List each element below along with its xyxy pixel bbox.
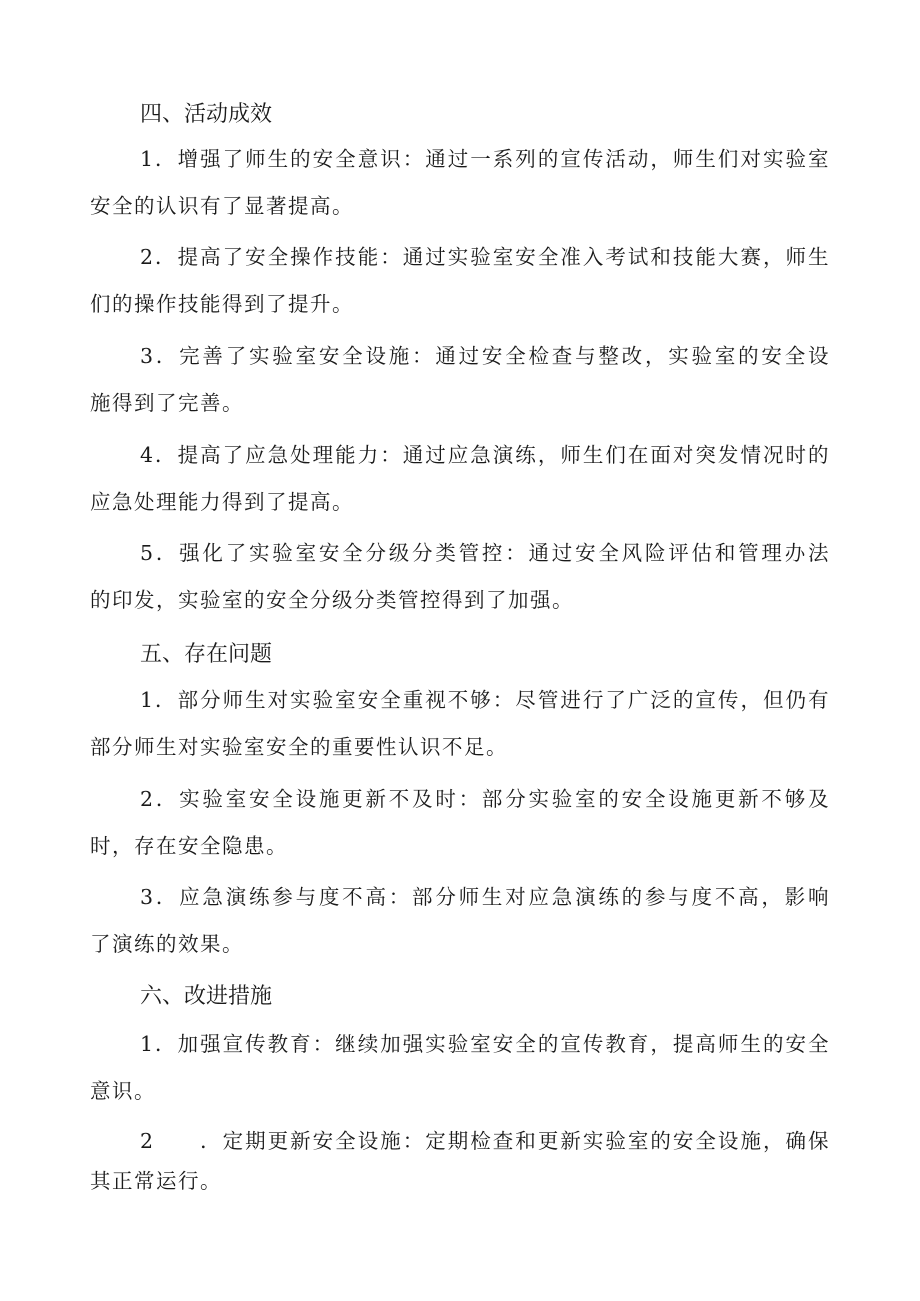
paragraph-line: 2 ．定期更新安全设施：定期检查和更新实验室的安全设施，确保 xyxy=(140,1129,830,1153)
paragraph-4-3 xyxy=(90,333,830,427)
paragraph-4-1 xyxy=(90,136,830,230)
paragraph-line: 1．部分师生对实验室安全重视不够：尽管进行了广泛的宣传，但仍有 xyxy=(140,688,830,712)
paragraph-4-2 xyxy=(90,234,830,328)
paragraph-line: 安全的认识有了显著提高。 xyxy=(90,194,354,218)
paragraph-line: 了演练的效果。 xyxy=(90,932,244,956)
paragraph-line: 3．完善了实验室安全设施：通过安全检查与整改，实验室的安全设 xyxy=(140,344,830,368)
paragraph-line: 的印发，实验室的安全分级分类管控得到了加强。 xyxy=(90,588,574,612)
section-heading-6: 六、改进措施 xyxy=(140,984,273,1009)
paragraph-line: 们的操作技能得到了提升。 xyxy=(90,292,354,316)
paragraph-5-2 xyxy=(90,776,830,870)
paragraph-line: 意识。 xyxy=(90,1079,156,1103)
paragraph-4-5 xyxy=(90,530,830,624)
paragraph-line: 4．提高了应急处理能力：通过应急演练，师生们在面对突发情况时的 xyxy=(140,443,830,467)
paragraph-line: 部分师生对实验室安全的重要性认识不足。 xyxy=(90,735,508,759)
paragraph-line: 1．加强宣传教育：继续加强实验室安全的宣传教育，提高师生的安全 xyxy=(140,1032,830,1056)
paragraph-line: 施得到了完善。 xyxy=(90,391,244,415)
paragraph-line: 2．提高了安全操作技能：通过实验室安全准入考试和技能大赛，师生 xyxy=(140,245,830,269)
paragraph-6-2 xyxy=(90,1121,830,1201)
paragraph-line: 5．强化了实验室安全分级分类管控：通过安全风险评估和管理办法 xyxy=(140,541,830,565)
paragraph-line: 其正常运行。 xyxy=(90,1169,222,1193)
paragraph-5-3 xyxy=(90,874,830,968)
paragraph-line: 2．实验室安全设施更新不及时：部分实验室的安全设施更新不够及 xyxy=(140,787,830,811)
paragraph-line: 时，存在安全隐患。 xyxy=(90,834,288,858)
paragraph-5-1 xyxy=(90,677,830,771)
section-heading-5: 五、存在问题 xyxy=(140,642,273,667)
paragraph-4-4 xyxy=(90,432,830,526)
paragraph-line: 应急处理能力得到了提高。 xyxy=(90,490,354,514)
paragraph-line: 1．增强了师生的安全意识：通过一系列的宣传活动，师生们对实验室 xyxy=(140,147,830,171)
paragraph-6-1 xyxy=(90,1021,830,1115)
paragraph-line: 3．应急演练参与度不高：部分师生对应急演练的参与度不高，影响 xyxy=(140,885,830,909)
section-heading-4: 四、活动成效 xyxy=(140,102,273,127)
